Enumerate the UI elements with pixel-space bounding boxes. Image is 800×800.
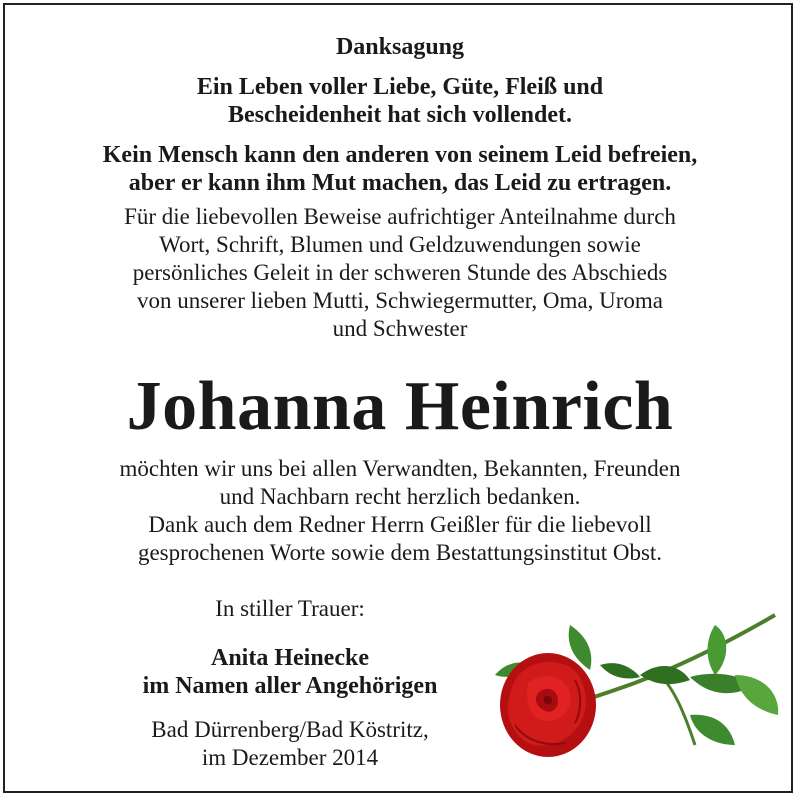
thanks-line-1: möchten wir uns bei allen Verwandten, Bekannten, Freunden (119, 456, 681, 481)
mourning-label: In stiller Trauer: (215, 596, 365, 621)
motto-line-4: aber er kann ihm Mut machen, das Leid zu ertragen. (128, 170, 672, 196)
thanks-line-3: Dank auch dem Redner Herrn Geißler für die liebevoll (148, 512, 652, 537)
motto-line-2: Bescheidenheit hat sich vollendet. (227, 102, 572, 128)
motto-line-1: Ein Leben voller Liebe, Güte, Fleiß und (196, 74, 604, 100)
heading: Danksagung (335, 34, 465, 60)
intro-line-2: Wort, Schrift, Blumen und Geldzuwendungen sowie (159, 232, 641, 257)
intro-line-3: persönliches Geleit in der schweren Stunde des Abschieds (132, 260, 668, 285)
signatory-name: Anita Heinecke (211, 645, 369, 671)
signatory-note: im Namen aller Angehörigen (142, 673, 438, 699)
thanks-line-4: gesprochenen Worte sowie dem Bestattungsinstitut Obst. (137, 540, 663, 565)
date-line: im Dezember 2014 (201, 745, 379, 770)
intro-line-4: von unserer lieben Mutti, Schwiegermutter, Oma, Uroma (136, 288, 664, 313)
place-line: Bad Dürrenberg/Bad Köstritz, (151, 717, 429, 742)
motto-line-3: Kein Mensch kann den anderen von seinem Leid befreien, (102, 142, 698, 168)
intro-line-1: Für die liebevollen Beweise aufrichtiger Anteilnahme durch (124, 204, 676, 229)
deceased-name: Johanna Heinrich (126, 368, 674, 445)
red-rose-icon (490, 605, 790, 765)
thanks-line-2: und Nachbarn recht herzlich bedanken. (219, 484, 581, 509)
intro-line-5: und Schwester (332, 316, 468, 341)
